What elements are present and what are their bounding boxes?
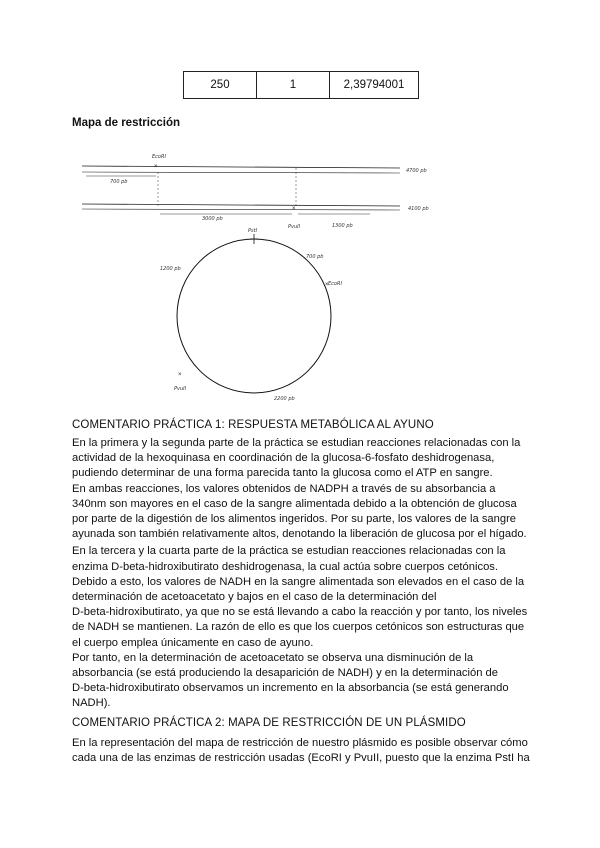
cut-mark-icon: × xyxy=(178,372,182,378)
circle-right-label: 700 pb xyxy=(306,254,324,260)
table-cell: 2,39794001 xyxy=(330,72,419,99)
paragraph-line: En la primera y la segunda parte de la práctica se estudian reacciones relacionadas con la xyxy=(72,437,521,449)
linear-map-line-2 xyxy=(82,204,400,206)
circle-bottom-label: 2200 pb xyxy=(274,396,295,402)
table-row xyxy=(184,72,419,99)
paragraph-line: de NADH se mantienen. La razón de ello es que los cuerpos cetónicos son estructuras que xyxy=(72,621,525,634)
paragraph-line: actividad de la hexoquinasa en coordinación de la glucosa-6-fosfato deshidrogenasa, xyxy=(72,452,495,465)
plasmid-circle xyxy=(177,239,331,393)
paragraph-line: 340nm son mayores en el caso de la sangre alimentada debido a la obtención de glucosa xyxy=(72,497,517,510)
results-table xyxy=(183,71,419,99)
paragraph-line: D-beta-hidroxibutirato observamos un incremento en la absorbancia (se está generando xyxy=(72,682,509,695)
paragraph-line: enzima D-beta-hidroxibutirato deshidrogenasa, la cual actúa sobre cuerpos cetónicos. xyxy=(72,560,498,573)
paragraph-line: el cuerpo emplea únicamente en caso de ayuno. xyxy=(72,636,314,649)
section-1-body xyxy=(72,436,532,712)
section-2-title: COMENTARIO PRÁCTICA 2: MAPA DE RESTRICCIÓN DE UN PLÁSMIDO xyxy=(72,717,466,729)
paragraph-line: En la tercera y la cuarta parte de la práctica se estudian reacciones relacionadas con la xyxy=(72,545,506,558)
circle-ecori-label: EcoRI xyxy=(328,281,342,287)
line2-size-label: 4100 pb xyxy=(408,206,429,212)
line2-pvuii-label: PvuII xyxy=(288,224,301,230)
line1-size-label: 4700 pb xyxy=(406,168,427,174)
cut-mark-icon: × xyxy=(154,164,158,170)
paragraph-line: ayunada son también relativamente altos, denotando la liberación de glucosa por el hígado. xyxy=(72,528,527,541)
circle-pst-label: PstI xyxy=(248,228,258,234)
restriction-map-diagram xyxy=(70,148,450,410)
paragraph-line: determinación de acetoacetato y bajos en el caso de la determinación del xyxy=(72,591,437,604)
linear-map-line-1 xyxy=(82,166,400,168)
circle-pvuii-label: PvuII xyxy=(174,386,187,392)
paragraph-line: NADH). xyxy=(72,697,111,710)
paragraph-line: D-beta-hidroxibutirato, ya que no se está llevando a cabo la reacción y por tanto, los niveles xyxy=(72,606,528,619)
linear-map-line-2b xyxy=(82,209,400,210)
paragraph-line: En la representación del mapa de restricción de nuestro plásmido es posible observar cómo xyxy=(72,737,528,749)
line1-segment-label: 700 pb xyxy=(110,179,128,185)
table-cell: 250 xyxy=(184,72,257,99)
paragraph-line: pudiendo determinar de una forma parecida tanto la glucosa como el ATP en sangre. xyxy=(72,467,493,480)
line2-segment-1-label: 3000 pb xyxy=(202,216,223,222)
cut-mark-icon: × xyxy=(325,282,329,288)
table-cell: 1 xyxy=(257,72,330,99)
map-heading: Mapa de restricción xyxy=(72,117,181,129)
cut-mark-icon: × xyxy=(292,206,296,212)
section-2-body xyxy=(72,736,532,766)
paragraph-line: absorbancia (se está produciendo la desaparición de NADH) y en la determinación de xyxy=(72,667,498,680)
paragraph-line: Por tanto, en la determinación de acetoacetato se observa una disminución de la xyxy=(72,651,474,664)
paragraph-line: por parte de la digestión de los alimentos ingeridos. Por su parte, los valores de la sangre xyxy=(72,513,517,526)
paragraph-line: cada una de las enzimas de restricción usadas (EcoRI y PvuII, puesto que la enzima PstI ha xyxy=(72,752,530,765)
line2-segment-2-label: 1300 pb xyxy=(332,223,353,229)
linear-map-line-1b xyxy=(82,172,400,173)
paragraph-line: En ambas reacciones, los valores obtenidos de NADPH a través de su absorbancia a xyxy=(72,482,496,495)
line1-ecori-label: EcoRI xyxy=(152,154,166,160)
section-1-title: COMENTARIO PRÁCTICA 1: RESPUESTA METABÓLICA AL AYUNO xyxy=(72,419,434,431)
paragraph-line: Debido a esto, los valores de NADH en la sangre alimentada son elevados en el caso de la xyxy=(72,575,525,588)
circle-left-label: 1200 pb xyxy=(160,266,181,272)
